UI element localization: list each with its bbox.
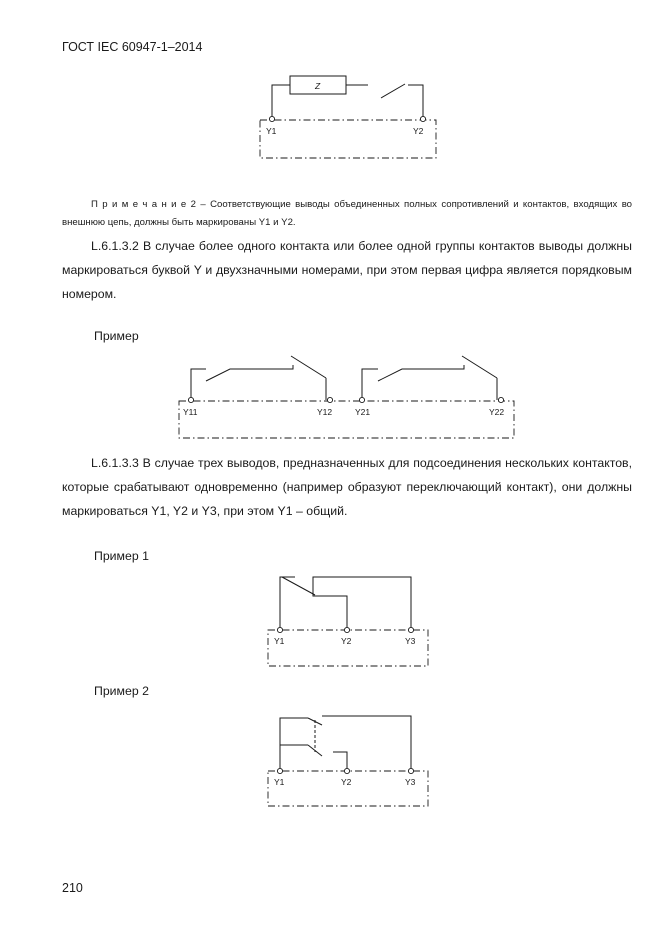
- paragraph-text: В случае трех выводов, предназначенных для подсоединения нескольких контактов, которые срабатывают одновременно (например образуют переключающий контакт), они должны маркироваться Y1, Y2 и Y3, при этом Y1 – общий.: [62, 456, 632, 518]
- wire: [322, 716, 411, 771]
- terminal: [277, 627, 282, 632]
- terminal-label-y2: Y2: [341, 636, 352, 646]
- diagram-impedance-contact: [260, 76, 436, 158]
- terminal: [188, 397, 193, 402]
- terminal: [327, 397, 332, 402]
- contact-blade: [206, 365, 293, 381]
- terminal-label-y1: Y1: [274, 636, 285, 646]
- paragraph-l6132: [62, 234, 632, 306]
- device-boundary: [260, 120, 436, 158]
- caption-example-1: Пример 1: [94, 549, 149, 563]
- terminal-label-y12: Y12: [317, 407, 333, 417]
- contact-blade: [381, 84, 405, 98]
- paragraph-l6133: [62, 451, 632, 523]
- terminal-label-y11: Y11: [183, 407, 198, 417]
- terminal: [408, 627, 413, 632]
- terminal: [344, 627, 349, 632]
- wire: [272, 85, 290, 119]
- terminal: [498, 397, 503, 402]
- note-text: Соответствующие выводы объединенных полных сопротивлений и контактов, входящих во внешнюю цепь, должны быть маркированы Y1 и Y2.: [62, 199, 633, 228]
- paragraph-text: В случае более одного контакта или более одной группы контактов выводы должны маркироваться буквой Y и двухзначными номерами, при этом первая цифра является порядковым номером.: [62, 239, 632, 301]
- note-prefix: П р и м е ч а н и е 2 –: [91, 199, 206, 210]
- diagram-changeover-contact-2: [268, 716, 428, 806]
- terminal-label-y3: Y3: [405, 777, 416, 787]
- terminal: [420, 116, 425, 121]
- terminal: [344, 768, 349, 773]
- wire: [408, 85, 423, 119]
- note-block: [62, 196, 632, 232]
- terminal: [277, 768, 282, 773]
- page-number: 210: [62, 881, 83, 895]
- contact-blade: [462, 356, 497, 378]
- terminal: [269, 116, 274, 121]
- diagram-changeover-contact-1: [268, 577, 428, 666]
- wire: [191, 369, 206, 400]
- paragraph-number: L.6.1.3.2: [91, 239, 139, 253]
- wire: [280, 577, 295, 630]
- contact-blade: [282, 577, 315, 595]
- caption-example-2: Пример 2: [94, 684, 149, 698]
- wire: [313, 586, 347, 630]
- terminal-label-y3: Y3: [405, 636, 416, 646]
- wire: [333, 752, 347, 771]
- terminal: [359, 397, 364, 402]
- document-header: ГОСТ IEC 60947-1–2014: [62, 40, 203, 54]
- terminal-label-y21: Y21: [355, 407, 371, 417]
- terminal-label-y1: Y1: [274, 777, 285, 787]
- contact-blade: [291, 356, 326, 378]
- terminal-label-y2: Y2: [413, 126, 424, 136]
- contact-blade: [378, 365, 464, 381]
- caption-example: Пример: [94, 329, 139, 343]
- terminal-label-y1: Y1: [266, 126, 277, 136]
- wire: [362, 369, 378, 400]
- wire: [313, 577, 411, 630]
- paragraph-number: L.6.1.3.3: [91, 456, 139, 470]
- terminal-label-y2: Y2: [341, 777, 352, 787]
- terminal: [408, 768, 413, 773]
- device-boundary: [179, 401, 514, 438]
- diagram-two-contact-groups: [179, 356, 514, 438]
- impedance-label: Z: [315, 81, 321, 91]
- terminal-label-y22: Y22: [489, 407, 505, 417]
